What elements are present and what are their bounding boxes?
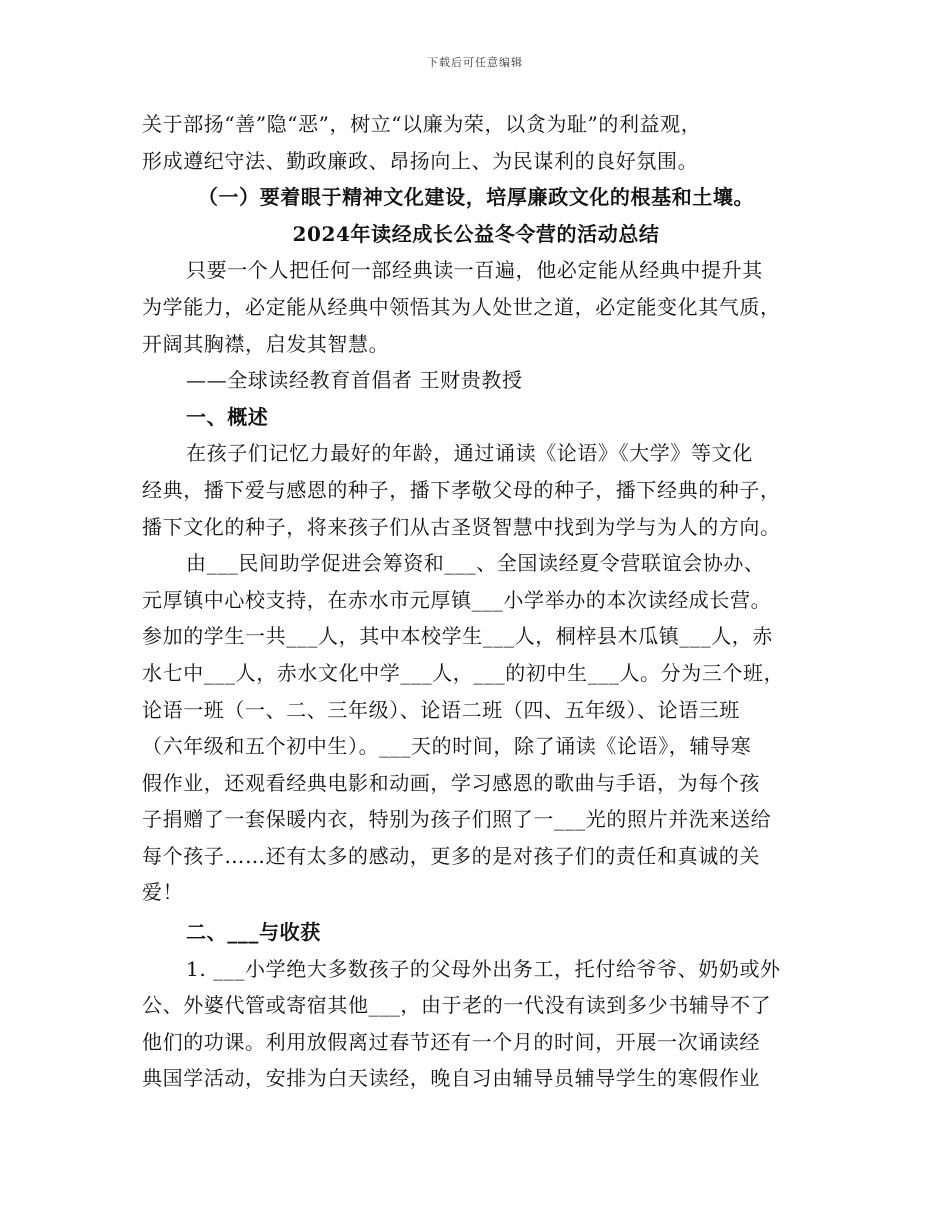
body-line: 爱！ [142,880,184,905]
body-line: 由___民间助学促进会筹资和___、全国读经夏令营联谊会协办、 [186,551,765,576]
body-line: 假作业，还观看经典电影和动画，学习感恩的歌曲与手语，为每个孩 [142,770,760,795]
body-line: 论语一班（一、二、三年级）、论语二班（四、五年级）、论语三班 [142,697,740,722]
body-line: 参加的学生一共___人，其中本校学生___人，桐梓县木瓜镇___人，赤 [142,624,773,649]
body-line: 形成遵纪守法、勤政廉政、昂扬向上、为民谋利的良好氛围。 [142,148,699,173]
body-line: 水七中___人，赤水文化中学___人，___的初中生___人。分为三个班， [142,660,785,685]
body-line: 元厚镇中心校支持，在赤水市元厚镇___小学举办的本次读经成长营。 [142,587,772,612]
body-line: 公、外婆代管或寄宿其他___，由于老的一代没有读到多少书辅导不了 [142,993,772,1018]
page-header: 下载后可任意编辑 [427,56,523,69]
body-line: 典国学活动，安排为白天读经，晚自习由辅导员辅导学生的寒假作业 [142,1066,760,1091]
body-line: 每个孩子……还有太多的感动，更多的是对孩子们的责任和真诚的关 [142,843,760,868]
body-line: 只要一个人把任何一部经典读一百遍，他必定能从经典中提升其 [186,258,763,283]
body-line: （六年级和五个初中生）。___天的时间，除了诵读《论语》，辅导寒 [142,734,752,759]
section-heading: 一、概述 [186,404,269,429]
body-line: 经典，播下爱与感恩的种子，播下孝敬父母的种子，播下经典的种子， [142,477,781,502]
document-title: 2024年读经成长公益冬令营的活动总结 [292,221,660,246]
body-line: 子捐赠了一套保暖内衣，特别为孩子们照了一___光的照片并洗来送给 [142,807,772,832]
quote-attribution: ——全球读经教育首倡者 王财贵教授 [186,368,523,393]
body-line: 1. ___小学绝大多数孩子的父母外出务工，托付给爷爷、奶奶或外 [186,956,781,981]
body-line: 关于部扬“善”隐“恶”，树立“以廉为荣，以贪为耻”的利益观， [142,112,702,136]
body-line: 在孩子们记忆力最好的年龄，通过诵读《论语》《大学》等文化 [186,441,753,466]
document-body [142,106,810,1097]
body-line: 他们的功课。利用放假离过春节还有一个月的时间，开展一次诵读经 [142,1029,760,1054]
body-line: 播下文化的种子，将来孩子们从古圣贤智慧中找到为学与为人的方向。 [142,514,781,539]
section-heading: 二、___与收获 [186,920,321,945]
section-heading: （一）要着眼于精神文化建设，培厚廉政文化的根基和土壤。 [197,185,755,210]
body-line: 为学能力，必定能从经典中领悟其为人处世之道，必定能变化其气质， [142,294,781,319]
body-line: 开阔其胸襟，启发其智慧。 [142,331,390,356]
